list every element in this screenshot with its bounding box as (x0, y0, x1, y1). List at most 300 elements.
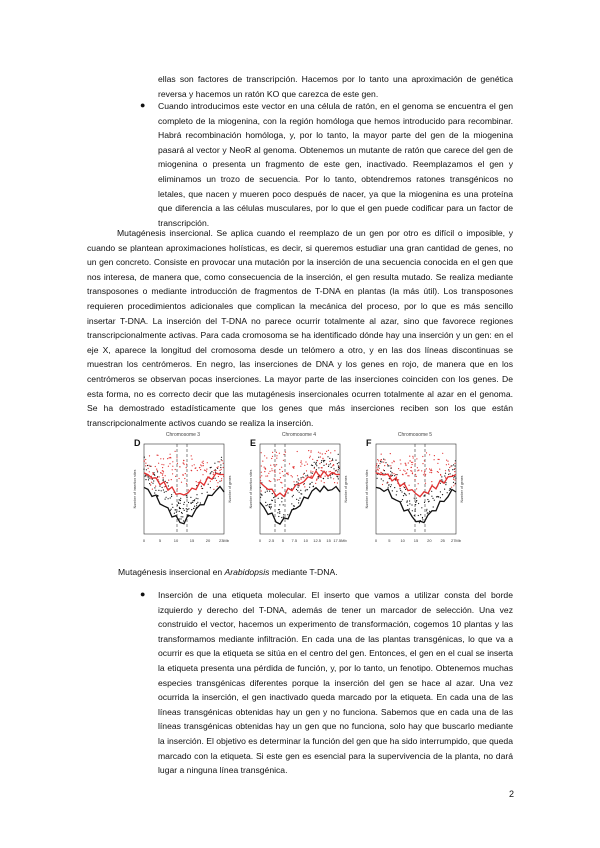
insertion-point (380, 461, 381, 462)
gene-point (164, 486, 165, 487)
insertion-point (402, 499, 403, 500)
insertion-point (396, 494, 397, 495)
gene-point (160, 458, 161, 459)
insertion-point (407, 505, 408, 506)
gene-point (376, 465, 377, 466)
gene-point (321, 467, 322, 468)
gene-point (181, 482, 182, 483)
gene-point (328, 450, 329, 451)
insertion-point (440, 483, 441, 484)
insertion-point (415, 504, 416, 505)
gene-point (153, 474, 154, 475)
bullet-knockout: Cuando introducimos este vector en una célula de ratón, en el genoma se encuentra el gen completo de la miogenina, con la región homóloga que hemos introducido para recombinar. Habrá recombinación homóloga, y, por lo tanto, la mayor parte del gen de la miogenina pasará al vector y NeoR al genoma. Obtenemos un mutante de ratón que carece del gen de miogenina o presenta un fragmento de este gen, inactivado. Reemplazamos el gen y eliminamos un trozo de secuencia. Por lo tanto, obtendremos ratones transgénicos no letales, que nacen y mueren poco después de nacer, ya que la miogenina es una proteína que diferencia a las células musculares, por lo que el gen puede codificar para un factor de transcripción. (158, 101, 513, 228)
gene-point (429, 472, 430, 473)
gene-point (416, 476, 417, 477)
insertion-point (378, 465, 379, 466)
insertion-point (338, 462, 339, 463)
gene-point (184, 478, 185, 479)
gene-point (299, 485, 300, 486)
gene-point (285, 452, 286, 453)
gene-point (148, 465, 149, 466)
insertion-point (451, 465, 452, 466)
gene-point (400, 459, 401, 460)
insertion-point (305, 475, 306, 476)
gene-point (408, 475, 409, 476)
insertion-point (453, 464, 454, 465)
insertion-point (406, 502, 407, 503)
insertion-point (328, 466, 329, 467)
insertion-point (338, 467, 339, 468)
gene-point (437, 463, 438, 464)
insertion-point (336, 476, 337, 477)
insertion-point (403, 495, 404, 496)
insertion-point (414, 515, 415, 516)
insertion-point (447, 492, 448, 493)
gene-point (283, 460, 284, 461)
gene-point (321, 480, 322, 481)
gene-point (454, 479, 455, 480)
insertion-point (180, 503, 181, 504)
gene-point (163, 477, 164, 478)
insertion-point (170, 497, 171, 498)
insertion-point (148, 476, 149, 477)
insertion-point (269, 504, 270, 505)
insertion-point (187, 509, 188, 510)
paragraph-lead: Mutagénesis insercional. (117, 228, 213, 238)
insertion-point (448, 469, 449, 470)
insertion-point (381, 461, 382, 462)
gene-point (151, 482, 152, 483)
insertion-point (293, 495, 294, 496)
insertion-point (436, 496, 437, 497)
gene-point (404, 471, 405, 472)
insertion-point (154, 487, 155, 488)
insertion-point (332, 460, 333, 461)
gene-point (163, 471, 164, 472)
gene-point (451, 487, 452, 488)
gene-point (431, 481, 432, 482)
insertion-point (272, 493, 273, 494)
gene-point (314, 468, 315, 469)
gene-point (148, 468, 149, 469)
x-tick-label: 23Mb (218, 538, 230, 543)
insertion-point (424, 502, 425, 503)
gene-point (191, 459, 192, 460)
gene-point (172, 469, 173, 470)
paragraph-mutagenesis (87, 226, 513, 430)
gene-point (390, 453, 391, 454)
gene-point (205, 470, 206, 471)
figure-caption (118, 567, 338, 577)
gene-point (305, 461, 306, 462)
gene-point (331, 460, 332, 461)
insertion-point (278, 498, 279, 499)
insertion-point (431, 491, 432, 492)
insertion-point (202, 488, 203, 489)
insertion-point (186, 495, 187, 496)
insertion-point (143, 469, 144, 470)
panel-label: D (134, 438, 141, 448)
gene-point (447, 461, 448, 462)
x-tick-label: 20 (427, 538, 432, 543)
insertion-point (327, 456, 328, 457)
insertion-point (201, 486, 202, 487)
insertion-point (400, 490, 401, 491)
insertion-point (390, 486, 391, 487)
gene-point (201, 465, 202, 466)
gene-point (317, 478, 318, 479)
gene-point (387, 482, 388, 483)
insertion-point (298, 487, 299, 488)
gene-point (261, 452, 262, 453)
insertion-point (155, 490, 156, 491)
insertion-point (300, 493, 301, 494)
insertion-point (444, 475, 445, 476)
insertion-point (313, 486, 314, 487)
gene-point (303, 484, 304, 485)
insertion-point (261, 494, 262, 495)
insertion-point (391, 472, 392, 473)
insertion-point (416, 498, 417, 499)
insertion-point (338, 454, 339, 455)
gene-point (271, 468, 272, 469)
gene-point (309, 457, 310, 458)
gene-point (219, 470, 220, 471)
x-tick-label: 0 (258, 538, 262, 543)
gene-point (329, 471, 330, 472)
insertion-point (144, 457, 145, 458)
insertion-point (270, 507, 271, 508)
gene-point (424, 471, 425, 472)
insertion-point (444, 489, 445, 490)
insertion-point (183, 508, 184, 509)
insertion-point (316, 462, 317, 463)
gene-point (262, 461, 263, 462)
insertion-point (432, 498, 433, 499)
gene-point (171, 479, 172, 480)
gene-point (434, 459, 435, 460)
gene-point (415, 474, 416, 475)
insertion-point (445, 484, 446, 485)
gene-point (446, 460, 447, 461)
insertion-point (433, 506, 434, 507)
gene-point (402, 474, 403, 475)
gene-point (184, 464, 185, 465)
gene-point (260, 480, 261, 481)
gene-point (320, 456, 321, 457)
gene-point (157, 455, 158, 456)
insertion-point (301, 477, 302, 478)
gene-point (408, 462, 409, 463)
bullet-marker: ● (140, 100, 146, 110)
insertion-point (168, 485, 169, 486)
insertion-point (210, 472, 211, 473)
gene-point (272, 452, 273, 453)
gene-point (414, 479, 415, 480)
gene-point (411, 462, 412, 463)
insertion-point (412, 510, 413, 511)
insertion-point (287, 514, 288, 515)
y-axis-label-left: Number of insertion sites (249, 469, 253, 509)
gene-point (310, 452, 311, 453)
insertion-point (418, 503, 419, 504)
gene-point (175, 476, 176, 477)
gene-point (383, 462, 384, 463)
gene-point (219, 461, 220, 462)
page-number: 2 (509, 789, 515, 799)
insertion-point (426, 510, 427, 511)
gene-point (324, 482, 325, 483)
insertion-point (184, 502, 185, 503)
gene-point (273, 464, 274, 465)
gene-point (412, 472, 413, 473)
gene-point (333, 478, 334, 479)
gene-point (403, 470, 404, 471)
gene-point (282, 487, 283, 488)
gene-point (279, 473, 280, 474)
insertion-point (440, 497, 441, 498)
caption-pre: Mutagénesis insercional en (118, 567, 225, 577)
gene-point (183, 460, 184, 461)
insertion-point (166, 497, 167, 498)
gene-point (223, 463, 224, 464)
gene-point (272, 456, 273, 457)
insertion-point (304, 473, 305, 474)
gene-point (384, 459, 385, 460)
gene-point (161, 464, 162, 465)
gene-point (439, 469, 440, 470)
insertion-point (327, 478, 328, 479)
insertion-point (307, 475, 308, 476)
gene-point (426, 468, 427, 469)
gene-point (400, 470, 401, 471)
gene-point (203, 465, 204, 466)
gene-point (418, 470, 419, 471)
gene-point (267, 475, 268, 476)
gene-point (185, 473, 186, 474)
gene-point (422, 456, 423, 457)
insertion-point (294, 506, 295, 507)
insertion-point (310, 483, 311, 484)
x-tick-label: 5 (158, 538, 162, 543)
insertion-point (401, 501, 402, 502)
insertion-point (196, 503, 197, 504)
gene-point (431, 472, 432, 473)
panel-title: Chromosome 3 (165, 432, 201, 438)
gene-point (318, 452, 319, 453)
gene-point (169, 457, 170, 458)
gene-point (437, 471, 438, 472)
insertion-point (305, 490, 306, 491)
gene-point (179, 478, 180, 479)
insertion-point (385, 462, 386, 463)
panel-label: F (366, 438, 372, 448)
x-tick-label: 10 (303, 538, 308, 543)
insertion-point (310, 472, 311, 473)
insertion-point (314, 462, 315, 463)
insertion-point (298, 478, 299, 479)
gene-point (407, 475, 408, 476)
gene-point (206, 469, 207, 470)
gene-point (213, 474, 214, 475)
insertion-point (409, 508, 410, 509)
gene-point (291, 475, 292, 476)
x-tick-label: 12.5 (313, 538, 322, 543)
gene-point (387, 464, 388, 465)
gene-point (300, 462, 301, 463)
insertion-point (306, 489, 307, 490)
insertion-point (321, 460, 322, 461)
insertion-point (154, 475, 155, 476)
insertion-point (219, 481, 220, 482)
gene-point (172, 461, 173, 462)
gene-point (272, 470, 273, 471)
y-axis-label-right: Number of genes (460, 475, 464, 503)
insertion-point (278, 516, 279, 517)
insertion-point (333, 468, 334, 469)
x-tick-label: 5 (281, 538, 284, 543)
gene-point (415, 463, 416, 464)
insertion-point (197, 502, 198, 503)
insertion-point (299, 498, 300, 499)
gene-point (423, 474, 424, 475)
gene-point (156, 469, 157, 470)
gene-point (152, 489, 153, 490)
gene-point (398, 479, 399, 480)
insertion-point (148, 479, 149, 480)
gene-point (377, 469, 378, 470)
insertion-point (283, 504, 284, 505)
insertion-point (423, 495, 424, 496)
insertion-point (218, 461, 219, 462)
insertion-point (330, 477, 331, 478)
gene-point (286, 473, 287, 474)
gene-point (405, 464, 406, 465)
insertion-point (312, 473, 313, 474)
gene-point (425, 474, 426, 475)
insertion-point (338, 465, 339, 466)
insertion-point (269, 491, 270, 492)
insertion-point (438, 496, 439, 497)
insertion-point (311, 465, 312, 466)
insertion-point (298, 485, 299, 486)
gene-point (163, 464, 164, 465)
gene-point (223, 467, 224, 468)
insertion-point (175, 509, 176, 510)
insertion-point (171, 509, 172, 510)
gene-point (409, 456, 410, 457)
gene-point (311, 476, 312, 477)
insertion-point (416, 500, 417, 501)
gene-point (454, 471, 455, 472)
gene-point (155, 466, 156, 467)
insertion-point (328, 464, 329, 465)
gene-point (410, 470, 411, 471)
gene-point (271, 458, 272, 459)
gene-point (210, 481, 211, 482)
y-axis-label-left: Number of insertion sites (365, 469, 369, 509)
gene-point (334, 450, 335, 451)
gene-point (405, 473, 406, 474)
gene-point (162, 475, 163, 476)
gene-point (162, 470, 163, 471)
gene-point (265, 476, 266, 477)
insertion-point (193, 508, 194, 509)
paragraph-body: Se aplica cuando el reemplazo de un gen por otro es difícil o imposible, y cuando se plantean aproximaciones holísticas, es decir, si queremos estudiar una gran cantidad de genes, no un gen concreto. Consiste en provocar una mutación por la inserción de una secuencia conocida en el gen que nos interesa, de manera que, como consecuencia de la inserción, el gen resulta mutado. Se realiza mediante transposones o mediante introducción de fragmentos de T-DNA en plantas (la más útil). Los transposones requieren procedimientos adicionales que complican la mecánica del proceso, por lo que es más sencillo insertar T-DNA. La inserción del T-DNA no parece ocurrir totalmente al azar, sino que favorece regiones transcripcionalmente activas. Para cada cromosoma se ha identificado dónde hay una inserción y un gen: en el eje X, aparece la longitud del cromosoma desde un telómero a otro, y en las dos líneas discontinuas se muestran los centrómeros. En negro, las inserciones de DNA y los genes en rojo, de manera que en los centrómeros se observan pocas inserciones. La mayor parte de las inserciones coinciden con los genes. De esta forma, no es correcto decir que las mutagénesis insercionales ocurren totalmente al azar en el genoma. Se ha demostrado estadísticamente que los genes que más inserciones reciben son los que están transcripcionalmente activos cuando se realiza la inserción. (87, 228, 513, 428)
gene-point (200, 480, 201, 481)
insertion-point (452, 469, 453, 470)
gene-point (218, 476, 219, 477)
gene-point (398, 468, 399, 469)
gene-point (319, 463, 320, 464)
insertion-point (201, 493, 202, 494)
y-axis-label-right: Number of genes (228, 475, 232, 503)
gene-point (274, 472, 275, 473)
insertion-point (329, 458, 330, 459)
insertion-point (287, 492, 288, 493)
panel-e (246, 432, 352, 552)
insertion-point (196, 505, 197, 506)
insertion-point (338, 469, 339, 470)
insertion-point (191, 509, 192, 510)
gene-point (186, 483, 187, 484)
gene-point (200, 469, 201, 470)
gene-point (213, 489, 214, 490)
insertion-point (383, 459, 384, 460)
insertion-point (337, 471, 338, 472)
gene-point (329, 461, 330, 462)
insertion-point (220, 467, 221, 468)
insertion-point (298, 502, 299, 503)
gene-point (279, 453, 280, 454)
insertion-point (179, 511, 180, 512)
insertion-point (316, 465, 317, 466)
insertion-point (165, 481, 166, 482)
gene-point (405, 465, 406, 466)
x-tick-label: 10 (400, 538, 405, 543)
insertion-point (395, 479, 396, 480)
insertion-point (405, 489, 406, 490)
gene-point (288, 474, 289, 475)
gene-point (332, 465, 333, 466)
figure-chromosomes (130, 432, 470, 552)
insertion-point (197, 498, 198, 499)
plot-frame (144, 444, 224, 534)
insertion-point (281, 501, 282, 502)
gene-point (308, 450, 309, 451)
insertion-point (331, 467, 332, 468)
gene-point (379, 468, 380, 469)
gene-point (449, 471, 450, 472)
gene-point (222, 460, 223, 461)
insertion-point (180, 518, 181, 519)
insertion-point (161, 490, 162, 491)
gene-point (160, 472, 161, 473)
gene-point (261, 472, 262, 473)
gene-point (270, 481, 271, 482)
insertion-point (409, 503, 410, 504)
insertion-point (181, 512, 182, 513)
gene-point (221, 480, 222, 481)
gene-point (454, 463, 455, 464)
gene-point (145, 463, 146, 464)
gene-point (172, 466, 173, 467)
insertion-point (269, 507, 270, 508)
insertion-point (375, 471, 376, 472)
insertion-point (163, 489, 164, 490)
gene-point (384, 465, 385, 466)
gene-point (261, 490, 262, 491)
